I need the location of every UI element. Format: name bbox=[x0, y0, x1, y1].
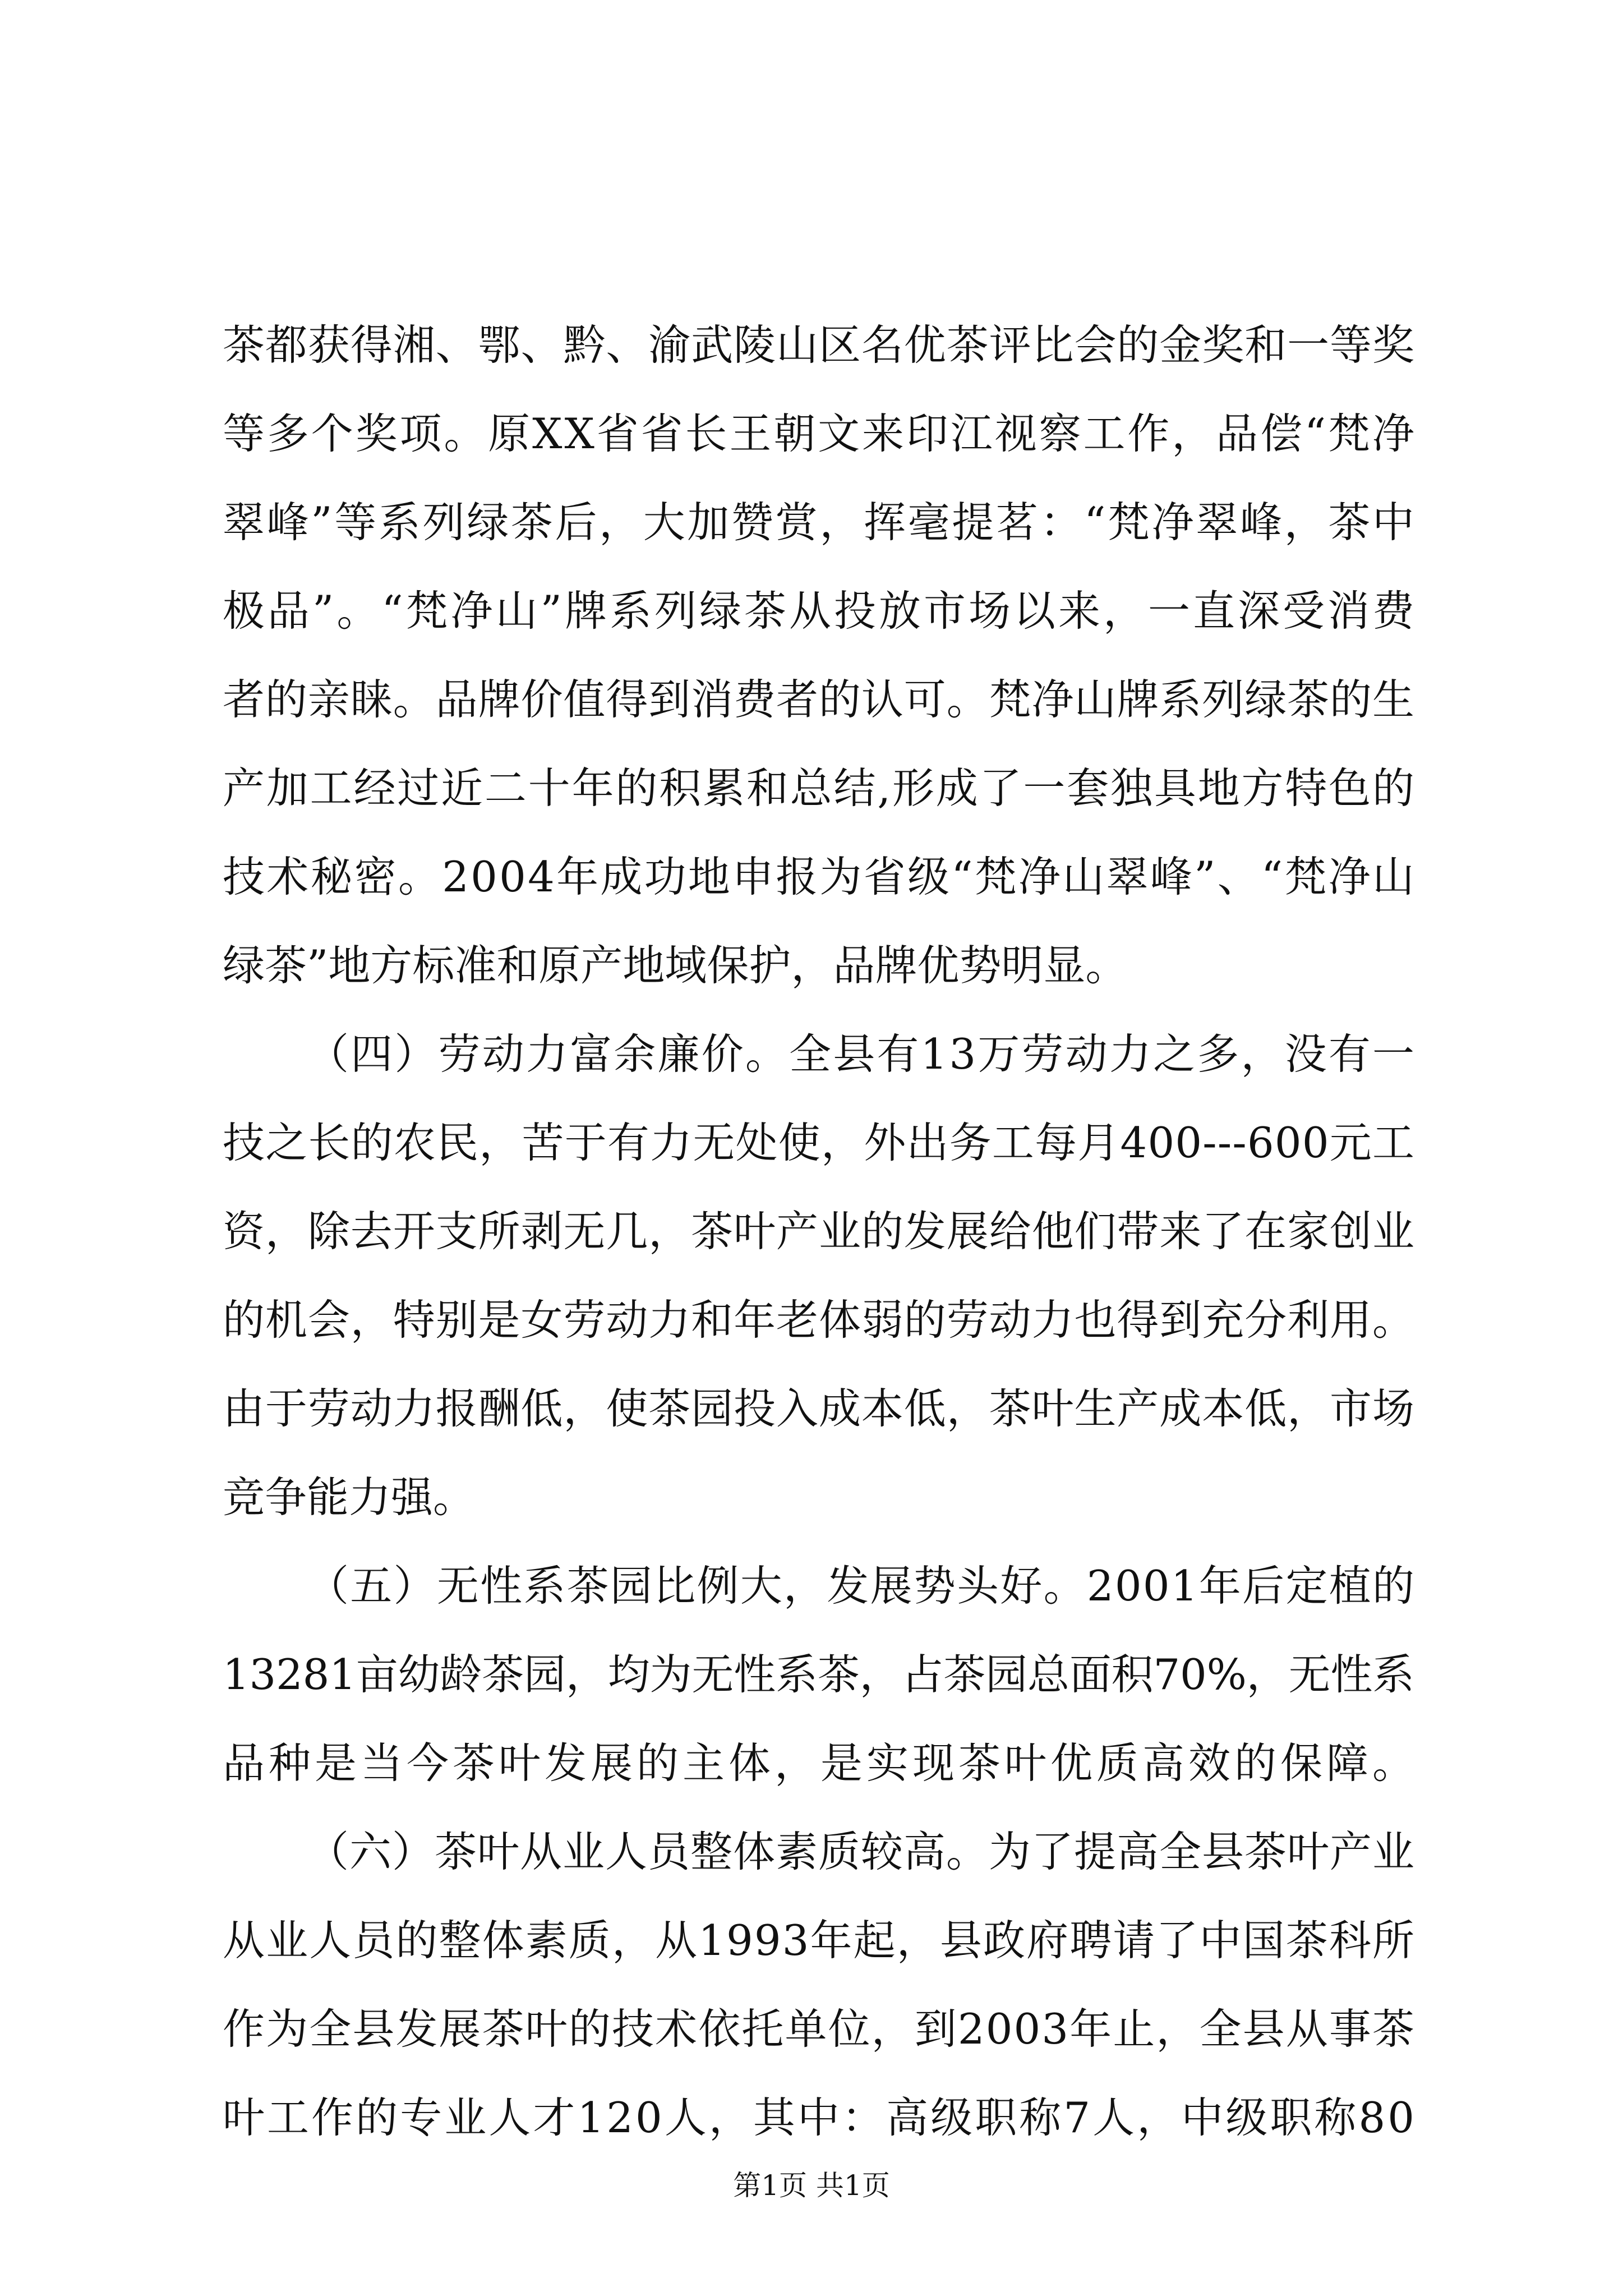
text-line: 茶都获得湘、鄂、黔、渝武陵山区名优茶评比会的金奖和一等奖 bbox=[223, 320, 1415, 370]
text-line: 13281亩幼龄茶园，均为无性系茶，占茶园总面积70%，无性系 bbox=[223, 1650, 1414, 1699]
text-line: 技之长的农民，苦于有力无处使，外出务工每月400---600元工 bbox=[223, 1118, 1415, 1167]
text-line: 竞争能力强。 bbox=[223, 1473, 476, 1522]
text-line: 翠峰”等系列绿茶后，大加赞赏，挥毫提茗：“梵净翠峰，茶中 bbox=[223, 498, 1417, 547]
text-line: 技术秘密。2004年成功地申报为省级“梵净山翠峰”、“梵净山 bbox=[223, 852, 1417, 901]
text-line: （四）劳动力富余廉价。全县有13万劳动力之多，没有一 bbox=[307, 1029, 1417, 1079]
text-line: （六）茶叶从业人员整体素质较高。为了提高全县茶叶产业 bbox=[307, 1827, 1415, 1876]
text-line: 由于劳动力报酬低，使茶园投入成本低，茶叶生产成本低，市场 bbox=[223, 1384, 1415, 1433]
text-line: 作为全县发展茶叶的技术依托单位，到2003年止，全县从事茶 bbox=[223, 2004, 1416, 2054]
body-text bbox=[223, 301, 1418, 2162]
text-line: 者的亲睐。品牌价值得到消费者的认可。梵净山牌系列绿茶的生 bbox=[223, 675, 1415, 724]
text-line: 极品”。“梵净山”牌系列绿茶从投放市场以来，一直深受消费 bbox=[223, 586, 1417, 636]
text-line: 产加工经过近二十年的积累和总结,形成了一套独具地方特色的 bbox=[223, 763, 1416, 813]
text-line: 绿茶”地方标准和原产地域保护，品牌优势明显。 bbox=[223, 941, 1128, 990]
page-footer: 第1页 共1页 bbox=[733, 2169, 890, 2202]
text-line: 叶工作的专业人才120人，其中：高级职称7人，中级职称80 bbox=[223, 2093, 1417, 2142]
text-line: 的机会，特别是女劳动力和年老体弱的劳动力也得到充分利用。 bbox=[223, 1295, 1415, 1345]
text-line: 资，除去开支所剥无几，茶叶产业的发展给他们带来了在家创业 bbox=[223, 1207, 1415, 1256]
text-line: 等多个奖项。原XX省省长王朝文来印江视察工作，品偿“梵净 bbox=[223, 409, 1417, 458]
text-line: 品种是当今茶叶发展的主体，是实现茶叶优质高效的保障。 bbox=[223, 1738, 1418, 1788]
text-line: （五）无性系茶园比例大，发展势头好。2001年后定植的 bbox=[307, 1561, 1416, 1611]
text-line: 从业人员的整体素质，从1993年起，县政府聘请了中国茶科所 bbox=[223, 1916, 1416, 1965]
